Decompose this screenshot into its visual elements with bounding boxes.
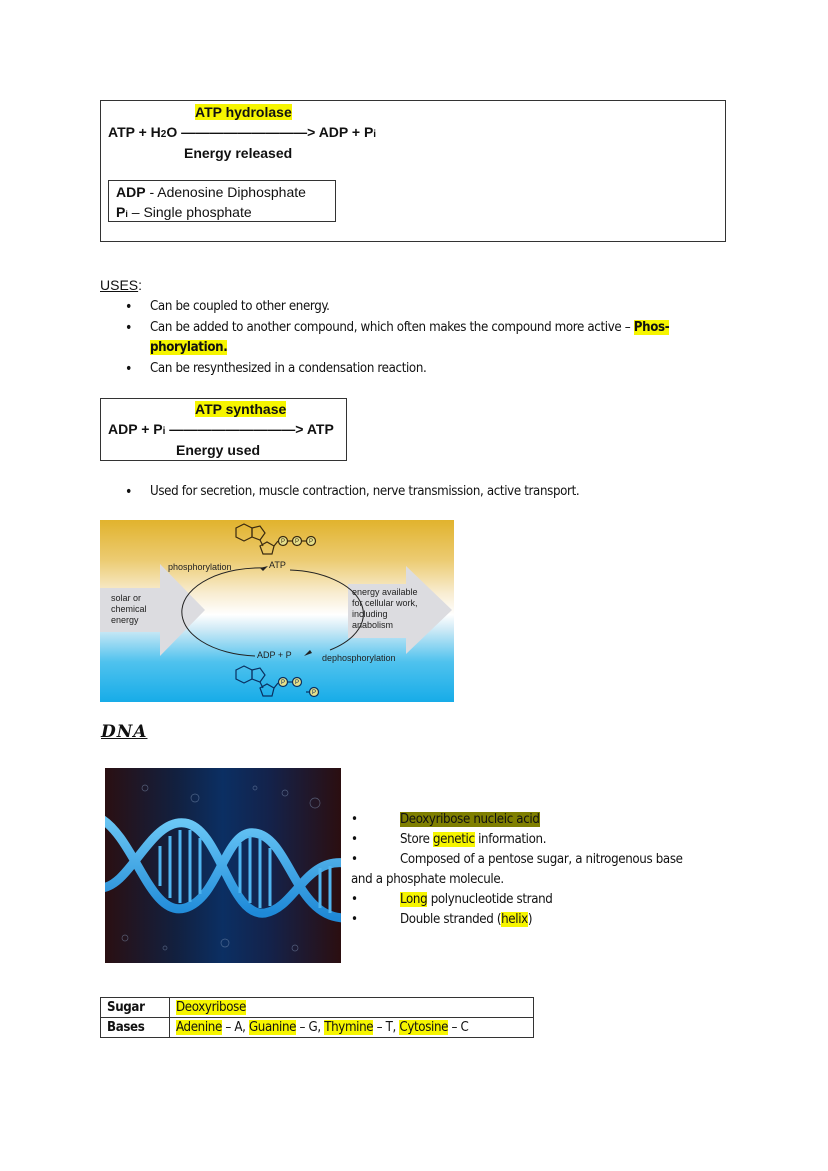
definition-adp: ADP - Adenosine Diphosphate: [116, 184, 306, 200]
list-item: • Long polynucleotide strand: [351, 890, 731, 910]
dna-facts-list: [351, 810, 731, 930]
table-row: [101, 998, 534, 1018]
svg-text:P: P: [308, 539, 314, 545]
list-item: • Double stranded (helix): [351, 910, 731, 930]
list-item: • Used for secretion, muscle contraction, nerve transmission, active transport.: [100, 482, 730, 503]
bullet: •: [351, 812, 358, 827]
adp-label: ADP + P: [257, 650, 292, 660]
table-cell: Adenine – A, Guanine – G, Thymine – T, Cytosine – C: [170, 1018, 534, 1038]
list-item: • Composed of a pentose sugar, a nitrogenous base and a phosphate molecule.: [351, 852, 683, 887]
reaction-arrow: —————————>: [181, 124, 316, 140]
definition-pi: Pi – Single phosphate: [116, 204, 252, 220]
table-cell: Deoxyribose: [170, 998, 534, 1018]
dna-helix-icon: [105, 768, 341, 963]
list-item: • Can be resynthesized in a condensation reaction.: [100, 359, 730, 380]
enzyme-label: ATP synthase: [195, 401, 287, 417]
atp-molecule-icon: [236, 524, 316, 554]
dephosphorylation-label: dephosphorylation: [322, 653, 396, 663]
table-row: [101, 1018, 534, 1038]
bullet: •: [351, 832, 358, 847]
synthase-equation: ADP + Pi —————————> ATP: [108, 421, 334, 437]
atp-label: ATP: [269, 560, 286, 570]
used-for-list: [100, 482, 730, 503]
phosphorylation-label: phosphorylation: [168, 562, 232, 572]
svg-text:P: P: [280, 539, 286, 545]
output-energy-label: energy available for cellular work, including anabolism: [352, 587, 418, 630]
adp-molecule-icon: [236, 666, 319, 697]
energy-note: Energy used: [176, 442, 261, 458]
highlight-dna-name: Deoxyribose nucleic acid: [400, 812, 540, 827]
svg-text:P: P: [280, 680, 286, 686]
bullet: •: [351, 912, 358, 927]
definitions-box: [108, 180, 336, 222]
list-item: • Store genetic information.: [351, 830, 731, 850]
dna-helix-image: [105, 768, 341, 963]
enzyme-label: ATP hydrolase: [195, 104, 292, 120]
list-item: [351, 810, 731, 830]
input-energy-label: solar or chemical energy: [111, 593, 147, 625]
uses-heading: USES:: [100, 277, 143, 293]
list-item: • Can be added to another compound, which often makes the compound more active – Phos-phorylation.: [100, 318, 730, 359]
svg-text:P: P: [311, 690, 317, 696]
hydrolase-equation: ATP + H2O —————————> ADP + Pi: [108, 124, 377, 140]
row-header: Bases: [101, 1018, 170, 1038]
atp-cycle-diagram: [100, 520, 454, 702]
svg-text:P: P: [294, 539, 300, 545]
dna-components-table: [100, 997, 534, 1038]
list-item: • Can be coupled to other energy.: [100, 297, 730, 318]
synthase-equation-box: [100, 398, 347, 461]
energy-note: Energy released: [184, 145, 293, 161]
highlight-phosphorylation: Phos-phorylation.: [150, 319, 670, 355]
svg-text:P: P: [294, 680, 300, 686]
row-header: Sugar: [101, 998, 170, 1018]
dna-heading: DNA: [101, 722, 148, 742]
reaction-arrow: —————————>: [169, 421, 304, 437]
bullet: •: [351, 892, 358, 907]
bullet: •: [351, 852, 358, 867]
uses-list: [100, 297, 730, 379]
